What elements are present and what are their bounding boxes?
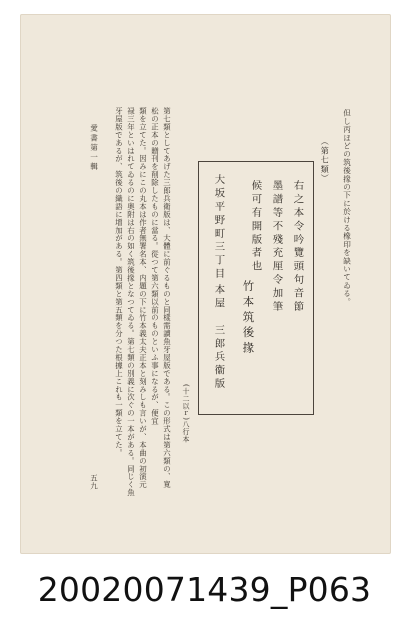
imprint-line-3: 候可有開版者也 bbox=[249, 180, 262, 274]
line-count-note: (十二以ｒ)八行本 bbox=[182, 384, 190, 443]
imprint-line-2: 墨譜等不殘充厘令加筆 bbox=[270, 180, 283, 314]
body-column-3: 類を立てた。因みにこの丸本は作者無署名本、内題の下に竹本義太夫正本と刻みしも言いが、本曲の初演元 bbox=[138, 107, 148, 489]
top-note: 但し丙ほどの筑後掾の下に於ける橡印を缺いてゐる。 bbox=[342, 109, 352, 306]
page-number: 五九 bbox=[89, 474, 99, 490]
section-label: （第七類） bbox=[320, 137, 331, 183]
publisher-address: 大坂平野町三丁目 bbox=[212, 174, 225, 282]
body-column-2: 松の正本の贈刊を削除したものに當る。從つて第六類以前のものといふ事になるが、便宜 bbox=[150, 107, 160, 425]
body-column-1: 第七類としてあげた三郎兵衛版は、大體に前ぐるものと同樣需讀魚牙屋版である。この形式は第六類の、寬 bbox=[162, 107, 172, 489]
body-column-4: 禄三年といはれてゐるのに奧附は右の如く筑後掾となつてゐる。第七類の別義に次ぐの一本がある。同じく魚 bbox=[126, 107, 136, 497]
body-column-5: 牙屋版であるが、筑後の織語に增加がある。第四類と第五類を分つた根據上これも一類を立てた。 bbox=[114, 107, 124, 457]
publisher-name: 本屋 三郎兵衞版 bbox=[212, 284, 225, 392]
image-caption: 20020071439_P063 bbox=[37, 570, 372, 609]
footer-label: 愛書第一輯 bbox=[89, 124, 99, 172]
colophon-box bbox=[198, 161, 314, 415]
imprint-line-1: 右之本令吟覽頭句音節 bbox=[291, 180, 304, 314]
scanned-page bbox=[20, 14, 391, 554]
imprint-signature: 竹本筑後掾 bbox=[241, 280, 256, 357]
